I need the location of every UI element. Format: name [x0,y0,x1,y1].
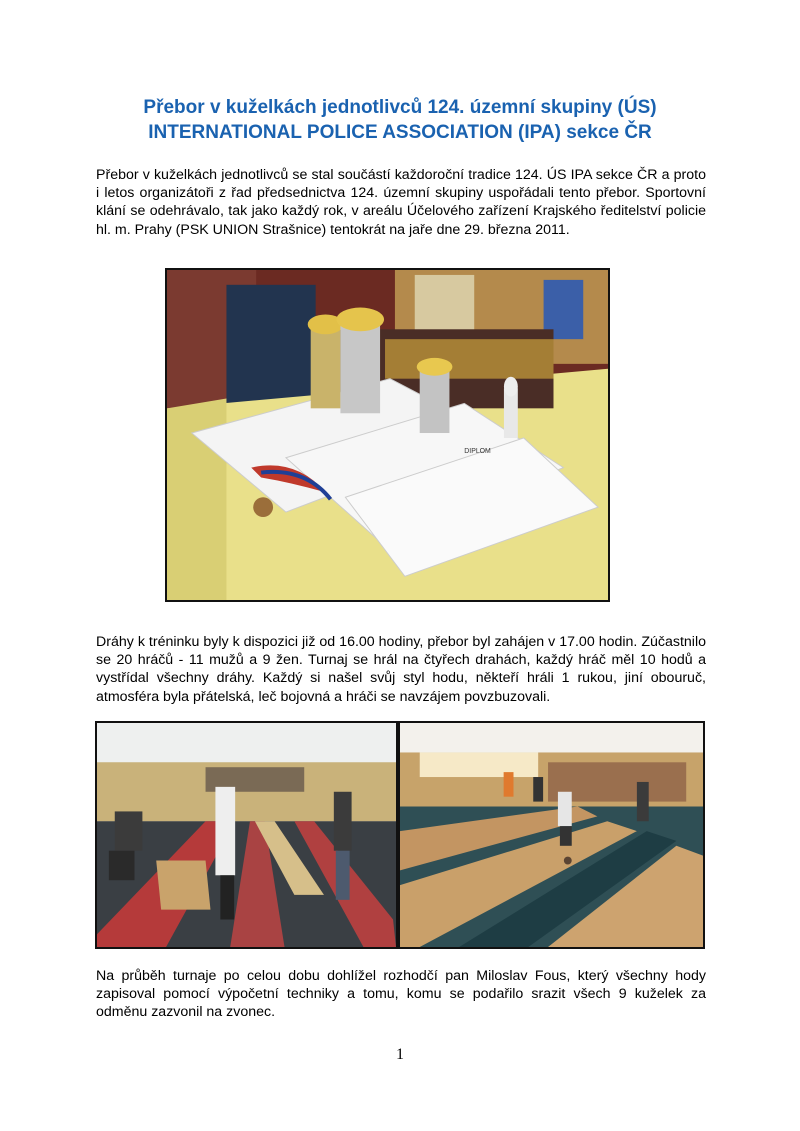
middle-paragraph: Dráhy k tréninku byly k dispozici již od 16.00 hodiny, přebor byl zahájen v 17.00 hodin. Zúčastnilo se 20 hráčů - 11 mužů a 9 žen. Turnaj se hrál na čtyřech drahách, každý hráč měl 10 hodů a vystřídal všechny dráhy. Každý si našel svůj styl hodu, někteří hráli 1 rukou, jiní obouruč, atmosféra byla přátelská, leč bojovná a hráči se navzájem povzbuzovali. [96,634,706,705]
title-line-1: Přebor v kuželkách jednotlivců 124. územní skupiny (ÚS) [143,97,657,118]
trophies-photo [165,268,610,602]
bowling-lanes-photo-right [398,721,705,949]
document-title [0,95,800,145]
diploma-label-2: DIPLOM [464,447,491,455]
bowling-lanes-photo-left [95,721,398,949]
closing-paragraph: Na průběh turnaje po celou dobu dohlížel rozhodčí pan Miloslav Fous, který všechny hody zapisoval pomocí výpočetní techniky a tomu, komu se podařilo srazit všech 9 kuželek za odměnu zazvonil na zvonec. [96,968,706,1021]
title-line-2: INTERNATIONAL POLICE ASSOCIATION (IPA) sekce ČR [148,122,652,143]
intro-paragraph: Přebor v kuželkách jednotlivců se stal součástí každoroční tradice 124. ÚS IPA sekce ČR a proto i letos organizátoři z řad předsednictva 124. územní skupiny uspořádali tento přebor. Sportovní klání se odehrávalo, tak jako každý rok, v areálu Účelového zařízení Krajského ředitelství policie hl. m. Prahy (PSK UNION Strašnice) tentokrát na jaře dne 29. března 2011. [96,167,706,238]
page-number: 1 [396,1046,404,1063]
